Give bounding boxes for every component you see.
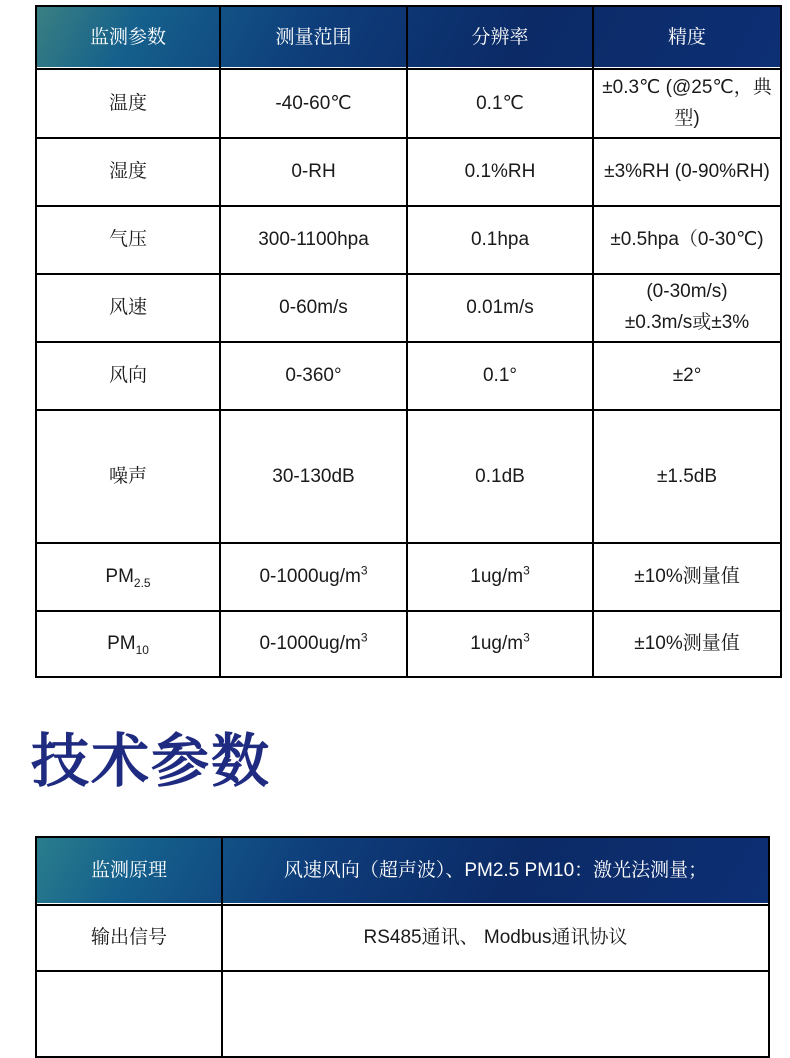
param-base: PM (107, 633, 136, 655)
accuracy-cell: ±10%测量值 (593, 611, 781, 677)
accuracy-line-1: (0-30m/s) (646, 281, 728, 303)
range-cell: 0-RH (220, 138, 407, 206)
accuracy-cell: ±10%测量值 (593, 543, 781, 611)
tech-table (35, 836, 770, 1058)
tech-row-output-signal (36, 905, 769, 971)
resolution-superscript: 3 (523, 630, 530, 645)
spec-row-wind-speed (36, 274, 781, 342)
tech-row-partial (36, 971, 769, 1057)
range-superscript: 3 (360, 563, 368, 578)
param-cell: 风速 (36, 274, 220, 342)
tech-header-row (36, 837, 769, 905)
spec-row-temperature (36, 69, 781, 138)
range-base: 0-1000ug/m (259, 566, 361, 588)
accuracy-cell: ±1.5dB (593, 410, 781, 543)
param-subscript: 10 (135, 642, 149, 657)
param-cell: 风向 (36, 342, 220, 410)
tech-header-value: 风速风向（超声波）、PM2.5 PM10：激光法测量； (222, 837, 769, 905)
resolution-cell: 0.1%RH (407, 138, 593, 206)
param-cell (36, 543, 220, 611)
spec-header-accuracy: 精度 (593, 6, 781, 69)
param-base: PM (105, 566, 134, 588)
param-cell: 噪声 (36, 410, 220, 543)
tech-label-cell: 输出信号 (36, 905, 222, 971)
range-base: 0-1000ug/m (259, 633, 361, 655)
accuracy-cell (593, 274, 781, 342)
resolution-cell: 0.1℃ (407, 69, 593, 138)
param-subscript: 2.5 (133, 575, 151, 590)
param-cell (36, 611, 220, 677)
resolution-cell (407, 611, 593, 677)
accuracy-cell: ±3%RH (0-90%RH) (593, 138, 781, 206)
accuracy-cell: ±0.5hpa（0-30℃) (593, 206, 781, 274)
range-cell: 30-130dB (220, 410, 407, 543)
spec-row-pressure (36, 206, 781, 274)
param-cell: 湿度 (36, 138, 220, 206)
spec-row-noise (36, 410, 781, 543)
resolution-cell: 0.1dB (407, 410, 593, 543)
spec-table (35, 5, 782, 678)
resolution-cell: 0.1hpa (407, 206, 593, 274)
spec-row-pm25 (36, 543, 781, 611)
param-cell: 气压 (36, 206, 220, 274)
resolution-cell: 0.1° (407, 342, 593, 410)
range-cell: -40-60℃ (220, 69, 407, 138)
spec-header-resolution: 分辨率 (407, 6, 593, 69)
spec-row-humidity (36, 138, 781, 206)
spec-header-range: 测量范围 (220, 6, 407, 69)
section-heading-technical-parameters: 技术参数 (31, 729, 272, 794)
accuracy-line-2: ±0.3m/s或±3% (624, 311, 750, 333)
accuracy-cell: ±2° (593, 342, 781, 410)
resolution-cell: 0.01m/s (407, 274, 593, 342)
range-cell (220, 543, 407, 611)
resolution-base: 1ug/m (470, 633, 524, 655)
range-cell: 0-60m/s (220, 274, 407, 342)
spec-row-wind-direction (36, 342, 781, 410)
range-cell (220, 611, 407, 677)
range-cell: 300-1100hpa (220, 206, 407, 274)
tech-header-label: 监测原理 (36, 837, 222, 905)
accuracy-cell: ±0.3℃ (@25℃，典型) (593, 69, 781, 138)
range-superscript: 3 (360, 630, 368, 645)
tech-value-cell: RS485通讯、 Modbus通讯协议 (222, 905, 769, 971)
spec-row-pm10 (36, 611, 781, 677)
spec-header-row (36, 6, 781, 69)
param-cell: 温度 (36, 69, 220, 138)
resolution-superscript: 3 (523, 563, 530, 578)
range-cell: 0-360° (220, 342, 407, 410)
resolution-cell (407, 543, 593, 611)
resolution-base: 1ug/m (470, 566, 524, 588)
tech-value-cell (222, 971, 769, 1057)
spec-header-param: 监测参数 (36, 6, 220, 69)
tech-label-cell (36, 971, 222, 1057)
